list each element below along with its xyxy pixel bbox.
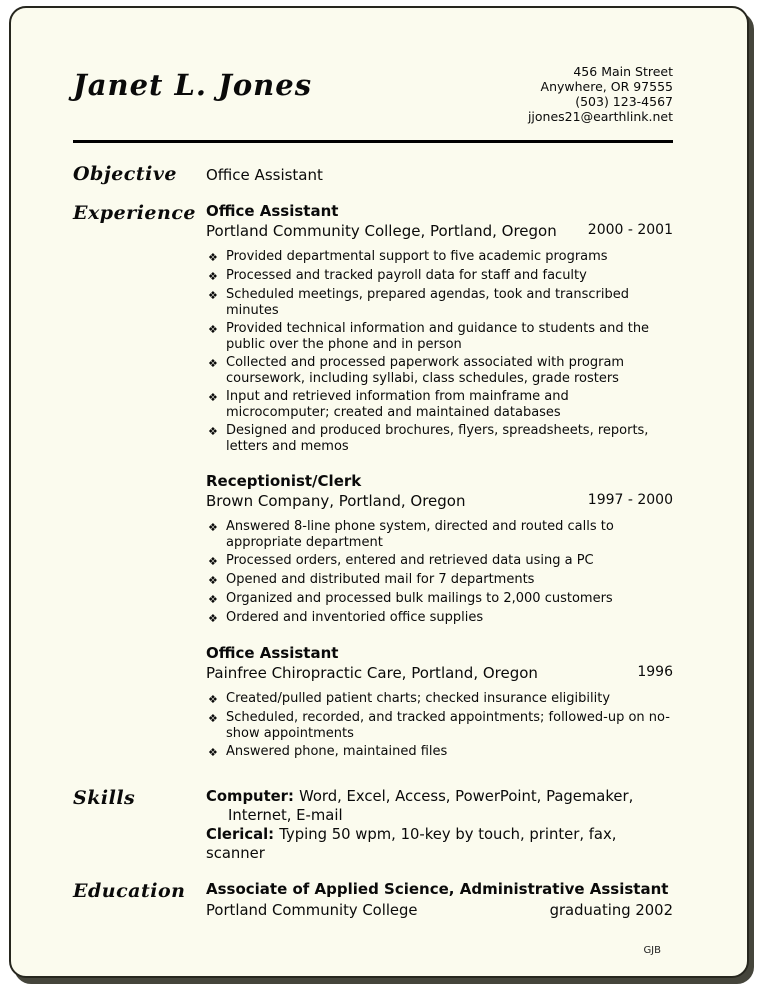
header-divider <box>73 140 673 143</box>
bullet-item <box>206 591 673 608</box>
bullet-item <box>206 691 673 708</box>
education-school: Portland Community College <box>206 902 418 919</box>
diamond-bullet-icon: ❖ <box>208 574 218 587</box>
diamond-bullet-icon: ❖ <box>208 357 218 370</box>
candidate-name: Janet L. Jones <box>73 68 313 102</box>
job-company-line <box>206 222 673 240</box>
bullet-item <box>206 249 673 266</box>
footer-initials: GJB <box>643 945 661 956</box>
bullet-text: Organized and processed bulk mailings to 2,000 customers <box>226 591 613 606</box>
job-dates: 2000 - 2001 <box>587 222 673 238</box>
contact-email: jjones21@earthlink.net <box>527 109 673 124</box>
job-company: Brown Company, Portland, Oregon <box>206 492 466 510</box>
job-dates: 1997 - 2000 <box>587 492 673 508</box>
diamond-bullet-icon: ❖ <box>208 746 218 759</box>
bullet-item <box>206 572 673 589</box>
bullet-item <box>206 389 673 421</box>
bullet-text: Processed and tracked payroll data for staff and faculty <box>226 268 587 283</box>
section-label-education: Education <box>73 880 186 902</box>
bullet-text: Processed orders, entered and retrieved data using a PC <box>226 553 594 568</box>
diamond-bullet-icon: ❖ <box>208 323 218 336</box>
skill-text: Word, Excel, Access, PowerPoint, Pagemaker, <box>299 788 634 805</box>
education-content <box>206 880 673 919</box>
diamond-bullet-icon: ❖ <box>208 593 218 606</box>
bullet-text: Collected and processed paperwork associated with program coursework, including syllabi, class schedules, grade rosters <box>226 355 625 386</box>
diamond-bullet-icon: ❖ <box>208 270 218 283</box>
bullet-item <box>206 321 673 353</box>
skill-category: Computer: <box>206 788 294 805</box>
job-bullet-list <box>206 519 673 627</box>
bullet-item <box>206 268 673 285</box>
education-section <box>73 880 673 919</box>
bullet-text: Scheduled, recorded, and tracked appointments; followed-up on no-show appointments <box>226 710 670 741</box>
bullet-text: Designed and produced brochures, flyers, spreadsheets, reports, letters and memos <box>226 423 649 454</box>
job-bullet-list <box>206 691 673 761</box>
contact-city: Anywhere, OR 97555 <box>540 79 673 94</box>
education-school-line <box>206 902 673 919</box>
bullet-item <box>206 553 673 570</box>
job-dates: 1996 <box>637 664 673 680</box>
skill-text: Typing 50 wpm, 10-key by touch, printer, fax, scanner <box>206 826 617 862</box>
job-company-line <box>206 664 673 682</box>
skills-section <box>73 787 673 863</box>
resume-header <box>73 58 673 124</box>
job-company: Painfree Chiropractic Care, Portland, Oregon <box>206 664 538 682</box>
bullet-text: Provided departmental support to five academic programs <box>226 249 608 264</box>
job-entry-2 <box>206 472 673 627</box>
contact-street: 456 Main Street <box>573 64 673 79</box>
diamond-bullet-icon: ❖ <box>208 425 218 438</box>
bullet-text: Input and retrieved information from mainframe and microcomputer; created and maintained databases <box>226 389 569 420</box>
diamond-bullet-icon: ❖ <box>208 521 218 534</box>
diamond-bullet-icon: ❖ <box>208 289 218 302</box>
education-degree: Associate of Applied Science, Administrative Assistant <box>206 880 669 898</box>
bullet-text: Answered phone, maintained files <box>226 744 448 759</box>
skill-computer-line <box>206 787 673 806</box>
resume-page <box>9 6 749 978</box>
job-company: Portland Community College, Portland, Oregon <box>206 222 557 240</box>
objective-section <box>73 163 673 185</box>
education-note: graduating 2002 <box>549 902 673 919</box>
bullet-text: Opened and distributed mail for 7 departments <box>226 572 535 587</box>
bullet-item <box>206 355 673 387</box>
section-label-skills: Skills <box>73 787 136 809</box>
bullet-text: Ordered and inventoried office supplies <box>226 610 484 625</box>
bullet-item <box>206 423 673 455</box>
diamond-bullet-icon: ❖ <box>208 712 218 725</box>
bullet-text: Answered 8-line phone system, directed and routed calls to appropriate department <box>226 519 614 550</box>
job-title: Receptionist/Clerk <box>206 472 362 490</box>
objective-value: Office Assistant <box>206 166 323 184</box>
section-label-objective: Objective <box>73 163 177 185</box>
job-entry-1 <box>206 202 673 455</box>
bullet-text: Scheduled meetings, prepared agendas, took and transcribed minutes <box>226 287 629 318</box>
experience-section <box>73 202 673 763</box>
job-entry-3 <box>206 644 673 761</box>
contact-phone: (503) 123-4567 <box>575 94 673 109</box>
bullet-item <box>206 710 673 742</box>
diamond-bullet-icon: ❖ <box>208 391 218 404</box>
section-label-experience: Experience <box>73 202 196 224</box>
bullet-text: Provided technical information and guidance to students and the public over the phone and in person <box>226 321 650 352</box>
contact-block <box>528 58 673 124</box>
bullet-text: Created/pulled patient charts; checked insurance eligibility <box>226 691 611 706</box>
bullet-item <box>206 287 673 319</box>
job-title: Office Assistant <box>206 644 339 662</box>
job-title: Office Assistant <box>206 202 339 220</box>
bullet-item <box>206 744 673 761</box>
diamond-bullet-icon: ❖ <box>208 612 218 625</box>
job-company-line <box>206 492 673 510</box>
job-bullet-list <box>206 249 673 455</box>
diamond-bullet-icon: ❖ <box>208 693 218 706</box>
skills-content <box>206 787 673 863</box>
experience-content <box>206 202 673 763</box>
bullet-item <box>206 610 673 627</box>
skill-computer-continuation: Internet, E-mail <box>228 807 343 824</box>
skill-clerical-line <box>206 825 673 863</box>
bullet-item <box>206 519 673 551</box>
skill-category: Clerical: <box>206 826 275 843</box>
diamond-bullet-icon: ❖ <box>208 555 218 568</box>
diamond-bullet-icon: ❖ <box>208 251 218 264</box>
